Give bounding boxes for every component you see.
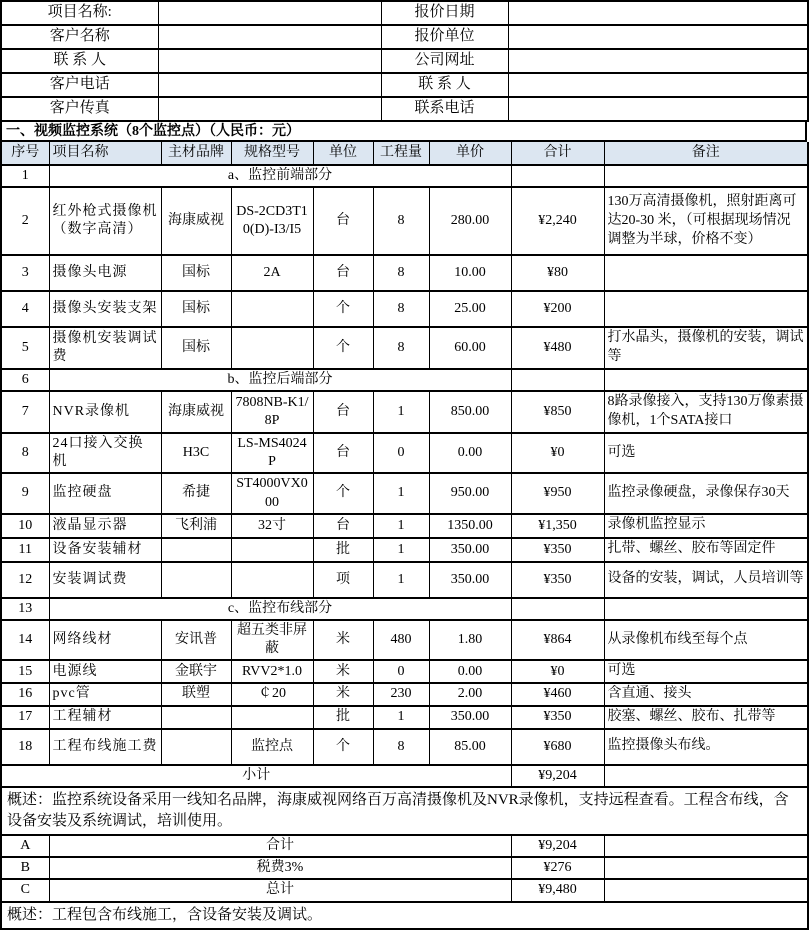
price-cell: 10.00 bbox=[429, 255, 511, 291]
qty-cell: 1 bbox=[373, 514, 429, 538]
price-cell: 0.00 bbox=[429, 660, 511, 683]
item-name-cell: 24口接入交换机 bbox=[49, 433, 161, 473]
qty-cell: 8 bbox=[373, 187, 429, 255]
field-label: 联 系 人 bbox=[381, 73, 508, 97]
table-row bbox=[1, 706, 808, 729]
note-cell: 8路录像接入，支持130万像素摄像机，1个SATA接口 bbox=[604, 391, 808, 433]
brand-cell bbox=[161, 729, 231, 765]
note-cell: 设备的安装，调试，人员培训等 bbox=[604, 562, 808, 598]
qty-cell: 8 bbox=[373, 729, 429, 765]
qty-cell: 0 bbox=[373, 660, 429, 683]
item-name-cell: 网络线材 bbox=[49, 620, 161, 660]
field-value bbox=[508, 97, 808, 121]
note-cell bbox=[604, 165, 808, 187]
brand-cell: 飞利浦 bbox=[161, 514, 231, 538]
footer-note-row bbox=[1, 902, 808, 929]
price-cell: 850.00 bbox=[429, 391, 511, 433]
note-cell bbox=[604, 835, 808, 857]
note-cell: 可选 bbox=[604, 660, 808, 683]
field-label: 客户传真 bbox=[1, 97, 158, 121]
row-no-cell: B bbox=[1, 857, 49, 879]
total-cell: ¥350 bbox=[511, 562, 604, 598]
item-name-cell: 电源线 bbox=[49, 660, 161, 683]
field-label: 报价日期 bbox=[381, 1, 508, 25]
field-label: 公司网址 bbox=[381, 49, 508, 73]
unit-cell: 个 bbox=[313, 327, 373, 369]
note-cell: 扎带、螺丝、胶布等固定件 bbox=[604, 538, 808, 562]
quote-table bbox=[0, 142, 809, 930]
total-summary-row bbox=[1, 879, 808, 901]
field-label: 报价单位 bbox=[381, 25, 508, 49]
field-label: 客户电话 bbox=[1, 73, 158, 97]
table-row bbox=[1, 620, 808, 660]
field-value bbox=[158, 73, 381, 97]
brand-cell: 安讯普 bbox=[161, 620, 231, 660]
table-row bbox=[1, 255, 808, 291]
note-cell: 打水晶头，摄像机的安装，调试等 bbox=[604, 327, 808, 369]
total-cell bbox=[511, 598, 604, 620]
field-value bbox=[158, 1, 381, 25]
field-value bbox=[158, 25, 381, 49]
price-cell: 25.00 bbox=[429, 291, 511, 327]
row-no-cell: 13 bbox=[1, 598, 49, 620]
item-name-cell: 工程布线施工费 bbox=[49, 729, 161, 765]
item-name-cell: 摄像头安装支架 bbox=[49, 291, 161, 327]
col-header-note: 备注 bbox=[604, 142, 808, 165]
total-cell: ¥1,350 bbox=[511, 514, 604, 538]
spec-cell bbox=[231, 538, 313, 562]
col-header-qty: 工程量 bbox=[373, 142, 429, 165]
row-no-cell: A bbox=[1, 835, 49, 857]
item-name-cell: 摄像机安装调试费 bbox=[49, 327, 161, 369]
col-header-spec: 规格型号 bbox=[231, 142, 313, 165]
qty-cell: 8 bbox=[373, 327, 429, 369]
total-amount-cell: ¥9,204 bbox=[511, 835, 604, 857]
table-row bbox=[1, 49, 808, 73]
row-no-cell: 17 bbox=[1, 706, 49, 729]
unit-cell: 个 bbox=[313, 291, 373, 327]
subtotal-amount-cell: ¥9,204 bbox=[511, 765, 604, 787]
total-amount-cell: ¥276 bbox=[511, 857, 604, 879]
brand-cell bbox=[161, 706, 231, 729]
note-cell: 可选 bbox=[604, 433, 808, 473]
row-no-cell: C bbox=[1, 879, 49, 901]
total-cell: ¥460 bbox=[511, 683, 604, 706]
price-cell: 280.00 bbox=[429, 187, 511, 255]
unit-cell: 米 bbox=[313, 683, 373, 706]
table-row bbox=[1, 562, 808, 598]
total-cell bbox=[511, 165, 604, 187]
total-cell: ¥864 bbox=[511, 620, 604, 660]
field-label: 项目名称: bbox=[1, 1, 158, 25]
table-row bbox=[1, 1, 808, 25]
total-cell: ¥350 bbox=[511, 706, 604, 729]
unit-cell: 批 bbox=[313, 538, 373, 562]
row-no-cell: 9 bbox=[1, 473, 49, 513]
item-name-cell: NVR录像机 bbox=[49, 391, 161, 433]
field-value bbox=[508, 49, 808, 73]
item-name-cell: 设备安装辅材 bbox=[49, 538, 161, 562]
field-value bbox=[508, 1, 808, 25]
total-cell: ¥0 bbox=[511, 660, 604, 683]
section-row bbox=[1, 165, 808, 187]
note-cell bbox=[604, 369, 808, 391]
spec-cell: 7808NB-K1/8P bbox=[231, 391, 313, 433]
total-cell: ¥350 bbox=[511, 538, 604, 562]
row-no-cell: 3 bbox=[1, 255, 49, 291]
summary-note-row bbox=[1, 787, 808, 835]
spec-cell: LS-MS4024P bbox=[231, 433, 313, 473]
field-value bbox=[508, 73, 808, 97]
table-row bbox=[1, 73, 808, 97]
brand-cell: 国标 bbox=[161, 291, 231, 327]
item-name-cell: 摄像头电源 bbox=[49, 255, 161, 291]
subtotal-row bbox=[1, 765, 808, 787]
unit-cell: 项 bbox=[313, 562, 373, 598]
table-row bbox=[1, 514, 808, 538]
field-label: 客户名称 bbox=[1, 25, 158, 49]
brand-cell: 国标 bbox=[161, 255, 231, 291]
col-header-no: 序号 bbox=[1, 142, 49, 165]
brand-cell bbox=[161, 562, 231, 598]
item-name-cell: 工程辅材 bbox=[49, 706, 161, 729]
note-cell: 从录像机布线至每个点 bbox=[604, 620, 808, 660]
brand-cell: 海康威视 bbox=[161, 187, 231, 255]
total-cell: ¥950 bbox=[511, 473, 604, 513]
qty-cell: 8 bbox=[373, 291, 429, 327]
price-cell: 0.00 bbox=[429, 433, 511, 473]
table-row bbox=[1, 660, 808, 683]
note-cell bbox=[604, 857, 808, 879]
qty-cell: 1 bbox=[373, 706, 429, 729]
note-cell bbox=[604, 765, 808, 787]
spec-cell bbox=[231, 562, 313, 598]
total-amount-cell: ¥9,480 bbox=[511, 879, 604, 901]
total-cell: ¥850 bbox=[511, 391, 604, 433]
total-cell: ¥200 bbox=[511, 291, 604, 327]
item-name-cell: 红外枪式摄像机（数字高清） bbox=[49, 187, 161, 255]
table-row bbox=[1, 291, 808, 327]
field-label: 联系电话 bbox=[381, 97, 508, 121]
note-cell: 胶塞、螺丝、胶布、扎带等 bbox=[604, 706, 808, 729]
header-row bbox=[1, 142, 808, 165]
price-cell: 85.00 bbox=[429, 729, 511, 765]
row-no-cell: 14 bbox=[1, 620, 49, 660]
row-no-cell: 1 bbox=[1, 165, 49, 187]
table-row bbox=[1, 729, 808, 765]
top-info-form bbox=[0, 0, 809, 122]
brand-cell: 希捷 bbox=[161, 473, 231, 513]
qty-cell: 1 bbox=[373, 538, 429, 562]
col-header-price: 单价 bbox=[429, 142, 511, 165]
brand-cell: 国标 bbox=[161, 327, 231, 369]
price-cell: 950.00 bbox=[429, 473, 511, 513]
item-name-cell: 监控硬盘 bbox=[49, 473, 161, 513]
qty-cell: 1 bbox=[373, 473, 429, 513]
unit-cell: 台 bbox=[313, 187, 373, 255]
total-cell bbox=[511, 369, 604, 391]
col-header-item-name: 项目名称 bbox=[49, 142, 161, 165]
qty-cell: 480 bbox=[373, 620, 429, 660]
note-cell: 监控摄像头布线。 bbox=[604, 729, 808, 765]
item-name-cell: pvc管 bbox=[49, 683, 161, 706]
row-no-cell: 8 bbox=[1, 433, 49, 473]
spec-cell: DS-2CD3T10(D)-I3/I5 bbox=[231, 187, 313, 255]
unit-cell: 台 bbox=[313, 255, 373, 291]
note-cell bbox=[604, 291, 808, 327]
note-cell: 130万高清摄像机，照射距离可达20-30 米，（可根据现场情况调整为半球，价格不变） bbox=[604, 187, 808, 255]
spec-cell bbox=[231, 291, 313, 327]
note-cell bbox=[604, 598, 808, 620]
section-name-cell: b、监控后端部分 bbox=[49, 369, 511, 391]
unit-cell: 个 bbox=[313, 473, 373, 513]
section-row bbox=[1, 598, 808, 620]
unit-cell: 个 bbox=[313, 729, 373, 765]
price-cell: 350.00 bbox=[429, 562, 511, 598]
field-value bbox=[158, 49, 381, 73]
subtotal-label-cell: 小计 bbox=[1, 765, 511, 787]
table-row bbox=[1, 97, 808, 121]
col-header-unit: 单位 bbox=[313, 142, 373, 165]
note-cell: 监控录像硬盘，录像保存30天 bbox=[604, 473, 808, 513]
footer-note-cell: 概述：工程包含布线施工，含设备安装及调试。 bbox=[1, 902, 808, 929]
unit-cell: 台 bbox=[313, 433, 373, 473]
row-no-cell: 7 bbox=[1, 391, 49, 433]
row-no-cell: 4 bbox=[1, 291, 49, 327]
total-cell: ¥0 bbox=[511, 433, 604, 473]
table-row bbox=[1, 391, 808, 433]
table-row bbox=[1, 473, 808, 513]
price-cell: 350.00 bbox=[429, 538, 511, 562]
row-no-cell: 2 bbox=[1, 187, 49, 255]
total-cell: ¥80 bbox=[511, 255, 604, 291]
brand-cell: 海康威视 bbox=[161, 391, 231, 433]
row-no-cell: 18 bbox=[1, 729, 49, 765]
spec-cell: 监控点 bbox=[231, 729, 313, 765]
unit-cell: 米 bbox=[313, 660, 373, 683]
total-label-cell: 合计 bbox=[49, 835, 511, 857]
table-row bbox=[1, 433, 808, 473]
note-cell bbox=[604, 879, 808, 901]
qty-cell: 1 bbox=[373, 391, 429, 433]
brand-cell bbox=[161, 538, 231, 562]
qty-cell: 230 bbox=[373, 683, 429, 706]
price-cell: 350.00 bbox=[429, 706, 511, 729]
spec-cell: 32寸 bbox=[231, 514, 313, 538]
row-no-cell: 15 bbox=[1, 660, 49, 683]
brand-cell: 联塑 bbox=[161, 683, 231, 706]
total-cell: ¥2,240 bbox=[511, 187, 604, 255]
spec-cell bbox=[231, 327, 313, 369]
unit-cell: 台 bbox=[313, 391, 373, 433]
row-no-cell: 10 bbox=[1, 514, 49, 538]
row-no-cell: 11 bbox=[1, 538, 49, 562]
unit-cell: 批 bbox=[313, 706, 373, 729]
section-name-cell: a、监控前端部分 bbox=[49, 165, 511, 187]
quote-table-body bbox=[1, 165, 808, 929]
note-cell: 含直通、接头 bbox=[604, 683, 808, 706]
table-row bbox=[1, 25, 808, 49]
brand-cell: 金联宇 bbox=[161, 660, 231, 683]
field-label: 联 系 人 bbox=[1, 49, 158, 73]
total-summary-row bbox=[1, 857, 808, 879]
col-header-total: 合计 bbox=[511, 142, 604, 165]
note-cell: 录像机监控显示 bbox=[604, 514, 808, 538]
summary-note-cell: 概述：监控系统设备采用一线知名品牌，海康威视网络百万高清摄像机及NVR录像机，支持远程查看。工程含布线，含设备安装及系统调试，培训使用。 bbox=[1, 787, 808, 835]
spec-cell: ￠20 bbox=[231, 683, 313, 706]
row-no-cell: 5 bbox=[1, 327, 49, 369]
total-label-cell: 总计 bbox=[49, 879, 511, 901]
qty-cell: 8 bbox=[373, 255, 429, 291]
section-name-cell: c、监控布线部分 bbox=[49, 598, 511, 620]
price-cell: 1.80 bbox=[429, 620, 511, 660]
spec-cell: 超五类非屏蔽 bbox=[231, 620, 313, 660]
field-value bbox=[508, 25, 808, 49]
price-cell: 2.00 bbox=[429, 683, 511, 706]
unit-cell: 米 bbox=[313, 620, 373, 660]
table-row bbox=[1, 538, 808, 562]
qty-cell: 1 bbox=[373, 562, 429, 598]
item-name-cell: 安装调试费 bbox=[49, 562, 161, 598]
spec-cell: ST4000VX000 bbox=[231, 473, 313, 513]
field-value bbox=[158, 97, 381, 121]
price-cell: 1350.00 bbox=[429, 514, 511, 538]
total-cell: ¥680 bbox=[511, 729, 604, 765]
spec-cell: RVV2*1.0 bbox=[231, 660, 313, 683]
brand-cell: H3C bbox=[161, 433, 231, 473]
section-title: 一、视频监控系统（8个监控点）（人民币：元） bbox=[0, 122, 807, 142]
total-summary-row bbox=[1, 835, 808, 857]
table-row bbox=[1, 327, 808, 369]
qty-cell: 0 bbox=[373, 433, 429, 473]
row-no-cell: 12 bbox=[1, 562, 49, 598]
col-header-brand: 主材品牌 bbox=[161, 142, 231, 165]
price-cell: 60.00 bbox=[429, 327, 511, 369]
note-cell bbox=[604, 255, 808, 291]
total-label-cell: 税费3% bbox=[49, 857, 511, 879]
spec-cell bbox=[231, 706, 313, 729]
table-row bbox=[1, 187, 808, 255]
table-row bbox=[1, 683, 808, 706]
spec-cell: 2A bbox=[231, 255, 313, 291]
item-name-cell: 液晶显示器 bbox=[49, 514, 161, 538]
row-no-cell: 16 bbox=[1, 683, 49, 706]
total-cell: ¥480 bbox=[511, 327, 604, 369]
row-no-cell: 6 bbox=[1, 369, 49, 391]
unit-cell: 台 bbox=[313, 514, 373, 538]
section-row bbox=[1, 369, 808, 391]
